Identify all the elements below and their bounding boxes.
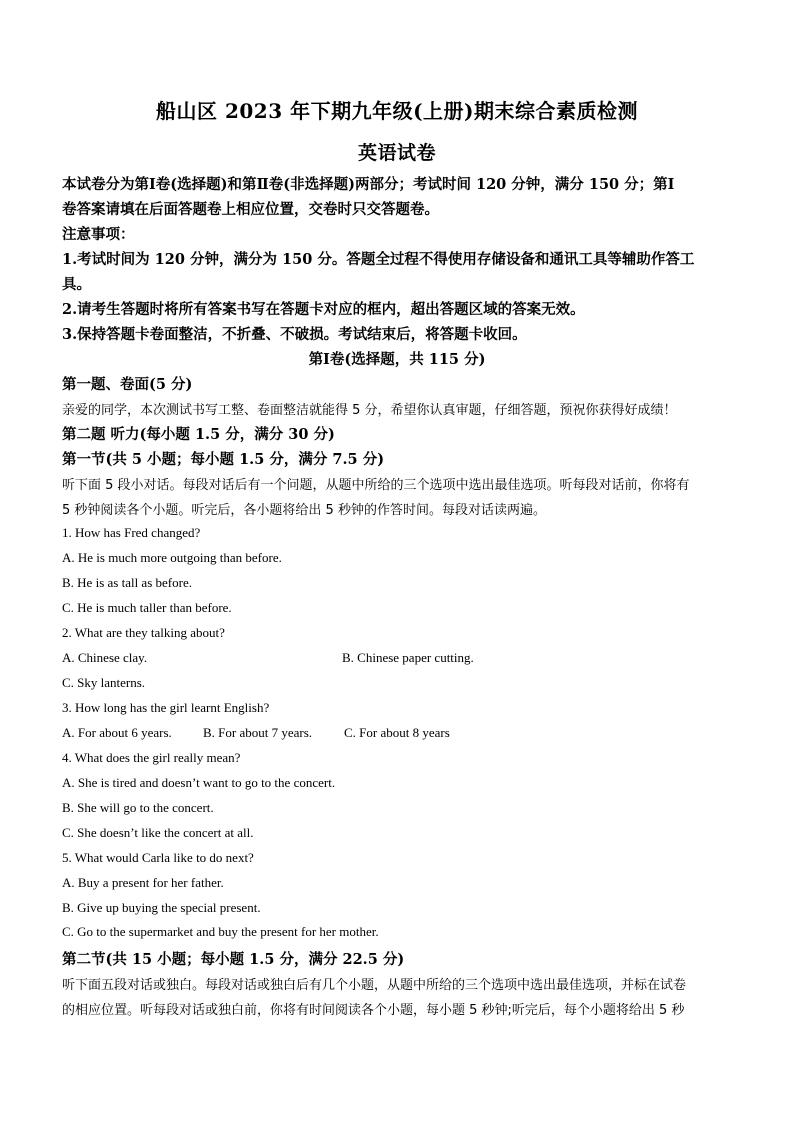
exam-subtitle: 英语试卷 — [357, 142, 436, 164]
q1-option-a: A. He is much more outgoing than before. — [62, 550, 282, 565]
question-3: 3. How long has the girl learnt English? — [62, 700, 270, 715]
intro-line-2: 卷答案请填在后面答题卷上相应位置，交卷时只交答题卷。 — [62, 201, 439, 218]
q1-option-c: C. He is much taller than before. — [62, 600, 232, 615]
notice-2: 2.请考生答题时将所有答案书写在答题卡对应的框内，超出答题区域的答案无效。 — [62, 301, 585, 318]
sec2-instruction-2: 的相应位置。听每段对话或独白前，你将有时间阅读各个小题，每小题 5 秒钟;听完后，每个小题将给出 5 秒 — [62, 1003, 685, 1018]
notice-1b: 具。 — [62, 276, 91, 293]
question-5: 5. What would Carla like to do next? — [62, 850, 254, 865]
question-2: 2. What are they talking about? — [62, 625, 225, 640]
question-4: 4. What does the girl really mean? — [62, 750, 241, 765]
q5-option-b: B. Give up buying the special present. — [62, 900, 261, 915]
notice-title: 注意事项： — [62, 226, 135, 243]
section1-title: 第一题、卷面(5 分) — [62, 376, 193, 393]
notice-3: 3.保持答题卡卷面整洁，不折叠、不破损。考试结束后，将答题卡收回。 — [62, 326, 527, 343]
q2-option-b: B. Chinese paper cutting. — [342, 650, 474, 665]
q1-option-b: B. He is as tall as before. — [62, 575, 192, 590]
q2-option-a: A. Chinese clay. — [62, 650, 148, 665]
notice-1a: 1.考试时间为 120 分钟，满分为 150 分。答题全过程不得使用存储设备和通讯工具等辅助作答工 — [62, 251, 695, 268]
sec1-instruction-2: 5 秒钟阅读各个小题。听完后，各小题将给出 5 秒钟的作答时间。每段对话读两遍。 — [62, 503, 546, 518]
sec1-title: 第一节(共 5 小题；每小题 1.5 分，满分 7.5 分) — [62, 451, 385, 468]
sec2-instruction-1: 听下面五段对话或独白。每段对话或独白后有几个小题，从题中所给的三个选项中选出最佳选项，并标在试卷 — [62, 978, 687, 993]
sec2-title: 第二节(共 15 小题；每小题 1.5 分，满分 22.5 分) — [62, 951, 405, 968]
intro-line-1: 本试卷分为第Ⅰ卷(选择题)和第Ⅱ卷(非选择题)两部分；考试时间 120 分钟，满分 150 分；第Ⅰ — [62, 176, 675, 193]
q3-option-a: A. For about 6 years. — [62, 725, 172, 740]
q3-option-c: C. For about 8 years — [344, 725, 450, 740]
section1-text: 亲爱的同学，本次测试书写工整、卷面整洁就能得 5 分，希望你认真审题，仔细答题，预祝你获得好成绩！ — [62, 403, 677, 418]
part1-heading: 第Ⅰ卷(选择题，共 115 分) — [308, 351, 486, 368]
q4-option-b: B. She will go to the concert. — [62, 800, 214, 815]
exam-title: 船山区 2023 年下期九年级(上册)期末综合素质检测 — [155, 99, 638, 123]
q5-option-c: C. Go to the supermarket and buy the present for her mother. — [62, 924, 379, 939]
q4-option-a: A. She is tired and doesn’t want to go to the concert. — [62, 775, 336, 790]
question-1: 1. How has Fred changed? — [62, 525, 201, 540]
q3-option-b: B. For about 7 years. — [203, 725, 313, 740]
q2-option-c: C. Sky lanterns. — [62, 675, 146, 690]
section2-title: 第二题 听力(每小题 1.5 分，满分 30 分) — [62, 426, 335, 443]
q3-options-row — [62, 725, 742, 741]
q5-option-a: A. Buy a present for her father. — [62, 875, 224, 890]
sec1-instruction-1: 听下面 5 段小对话。每段对话后有一个问题，从题中所给的三个选项中选出最佳选项。听每段对话前，你将有 — [62, 478, 690, 493]
q4-option-c: C. She doesn’t like the concert at all. — [62, 825, 254, 840]
